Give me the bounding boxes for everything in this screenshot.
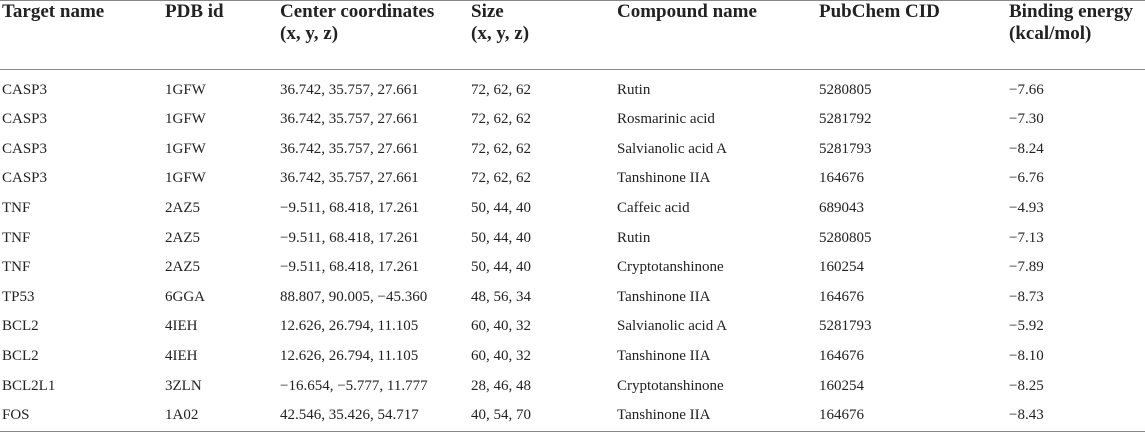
header-pdb-id [165, 1, 280, 70]
target-name-cell: BCL2 [2, 318, 39, 335]
pubchem-cid-cell: 5280805 [819, 229, 872, 246]
binding-energy-cell: −7.89 [1009, 259, 1044, 276]
pubchem-cid-cell: 164676 [819, 170, 864, 187]
header-pdb-id-line1: PDB id [165, 1, 224, 22]
target-name-cell: CASP3 [2, 170, 48, 187]
header-pubchem-cid-line1: PubChem CID [819, 1, 940, 22]
binding-energy-cell: −8.24 [1009, 140, 1044, 157]
center-coordinates-cell: −9.511, 68.418, 17.261 [280, 229, 420, 246]
pubchem-cid-cell: 160254 [819, 377, 864, 394]
size-cell: 72, 62, 62 [471, 170, 531, 187]
target-name-cell: TNF [2, 200, 31, 217]
size-cell: 72, 62, 62 [471, 140, 531, 157]
header-target-name [0, 1, 165, 70]
table-row [0, 283, 1145, 313]
size-cell: 72, 62, 62 [471, 82, 531, 98]
binding-energy-cell: −8.43 [1009, 407, 1044, 424]
header-size-line1: Size [471, 1, 504, 22]
header-row [0, 1, 1145, 70]
center-coordinates-cell: 12.626, 26.794, 11.105 [280, 348, 419, 365]
center-coordinates-cell: −9.511, 68.418, 17.261 [280, 200, 420, 217]
size-cell: 48, 56, 34 [471, 288, 531, 305]
table-row [0, 312, 1145, 342]
compound-name-cell: Rutin [617, 229, 651, 246]
header-compound-name-line1: Compound name [617, 1, 757, 22]
table-body [0, 70, 1145, 432]
header-pubchem-cid [819, 1, 1009, 70]
pdb-id-cell: 1GFW [165, 140, 206, 157]
compound-name-cell: Cryptotanshinone [617, 259, 724, 276]
table-row [0, 70, 1145, 106]
header-binding-energy [1009, 1, 1145, 70]
table-header [0, 1, 1145, 70]
size-cell: 60, 40, 32 [471, 318, 531, 335]
compound-name-cell: Tanshinone IIA [617, 407, 711, 424]
compound-name-cell: Rosmarinic acid [617, 111, 715, 128]
table-row [0, 223, 1145, 253]
compound-name-cell: Tanshinone IIA [617, 170, 711, 187]
center-coordinates-cell: 42.546, 35.426, 54.717 [280, 407, 419, 424]
binding-energy-cell: −7.66 [1009, 82, 1044, 98]
binding-energy-cell: −8.10 [1009, 348, 1044, 365]
size-cell: 60, 40, 32 [471, 348, 531, 365]
header-compound-name [617, 1, 819, 70]
table-row [0, 194, 1145, 224]
pubchem-cid-cell: 164676 [819, 407, 864, 424]
table-row [0, 135, 1145, 165]
pdb-id-cell: 4IEH [165, 318, 198, 335]
binding-energy-cell: −7.13 [1009, 229, 1044, 246]
table-row [0, 253, 1145, 283]
target-name-cell: TNF [2, 229, 31, 246]
center-coordinates-cell: −9.511, 68.418, 17.261 [280, 259, 420, 276]
pubchem-cid-cell: 689043 [819, 200, 864, 217]
table-row [0, 164, 1145, 194]
target-name-cell: BCL2L1 [2, 377, 56, 394]
target-name-cell: BCL2 [2, 348, 39, 365]
pubchem-cid-cell: 160254 [819, 259, 864, 276]
size-cell: 50, 44, 40 [471, 200, 531, 217]
pubchem-cid-cell: 5281793 [819, 140, 872, 157]
table-row [0, 401, 1145, 431]
table-row [0, 371, 1145, 401]
center-coordinates-cell: 88.807, 90.005, −45.360 [280, 288, 428, 305]
center-coordinates-cell: 12.626, 26.794, 11.105 [280, 318, 419, 335]
binding-energy-cell: −7.30 [1009, 111, 1044, 128]
binding-energy-cell: −4.93 [1009, 200, 1044, 217]
target-name-cell: CASP3 [2, 82, 48, 98]
center-coordinates-cell: 36.742, 35.757, 27.661 [280, 111, 419, 128]
pubchem-cid-cell: 164676 [819, 288, 864, 305]
compound-name-cell: Salvianolic acid A [617, 318, 727, 335]
header-binding-energy-line2: (kcal/mol) [1009, 23, 1092, 44]
header-size-line2: (x, y, z) [471, 23, 530, 44]
table-row [0, 342, 1145, 372]
size-cell: 28, 46, 48 [471, 377, 531, 394]
header-binding-energy-line1: Binding energy [1009, 1, 1134, 22]
center-coordinates-cell: 36.742, 35.757, 27.661 [280, 82, 419, 98]
header-size [471, 1, 617, 70]
pdb-id-cell: 2AZ5 [165, 229, 200, 246]
pdb-id-cell: 1GFW [165, 82, 206, 98]
pdb-id-cell: 4IEH [165, 348, 198, 365]
pdb-id-cell: 2AZ5 [165, 259, 200, 276]
pubchem-cid-cell: 5281793 [819, 318, 872, 335]
target-name-cell: TNF [2, 259, 31, 276]
header-center-coordinates [280, 1, 471, 70]
header-target-name-line1: Target name [2, 1, 105, 22]
compound-name-cell: Tanshinone IIA [617, 288, 711, 305]
center-coordinates-cell: 36.742, 35.757, 27.661 [280, 170, 419, 187]
target-name-cell: CASP3 [2, 111, 48, 128]
center-coordinates-cell: 36.742, 35.757, 27.661 [280, 140, 419, 157]
binding-energy-cell: −8.73 [1009, 288, 1044, 305]
pubchem-cid-cell: 5281792 [819, 111, 872, 128]
header-center-coordinates-line2: (x, y, z) [280, 23, 339, 44]
compound-name-cell: Tanshinone IIA [617, 348, 711, 365]
target-name-cell: TP53 [2, 288, 35, 305]
compound-name-cell: Caffeic acid [617, 200, 690, 217]
size-cell: 72, 62, 62 [471, 111, 531, 128]
target-name-cell: FOS [2, 407, 30, 424]
size-cell: 50, 44, 40 [471, 259, 531, 276]
table-row [0, 105, 1145, 135]
pdb-id-cell: 1GFW [165, 111, 206, 128]
target-name-cell: CASP3 [2, 140, 48, 157]
binding-energy-cell: −6.76 [1009, 170, 1044, 187]
compound-name-cell: Rutin [617, 82, 651, 98]
center-coordinates-cell: −16.654, −5.777, 11.777 [280, 377, 428, 394]
compound-name-cell: Cryptotanshinone [617, 377, 724, 394]
pdb-id-cell: 1GFW [165, 170, 206, 187]
binding-energy-cell: −8.25 [1009, 377, 1044, 394]
size-cell: 40, 54, 70 [471, 407, 531, 424]
pubchem-cid-cell: 164676 [819, 348, 864, 365]
binding-energy-cell: −5.92 [1009, 318, 1044, 335]
pdb-id-cell: 1A02 [165, 407, 199, 424]
pdb-id-cell: 3ZLN [165, 377, 202, 394]
compound-name-cell: Salvianolic acid A [617, 140, 727, 157]
size-cell: 50, 44, 40 [471, 229, 531, 246]
header-center-coordinates-line1: Center coordinates [280, 1, 435, 22]
pdb-id-cell: 6GGA [165, 288, 205, 305]
pubchem-cid-cell: 5280805 [819, 82, 872, 98]
pdb-id-cell: 2AZ5 [165, 200, 200, 217]
